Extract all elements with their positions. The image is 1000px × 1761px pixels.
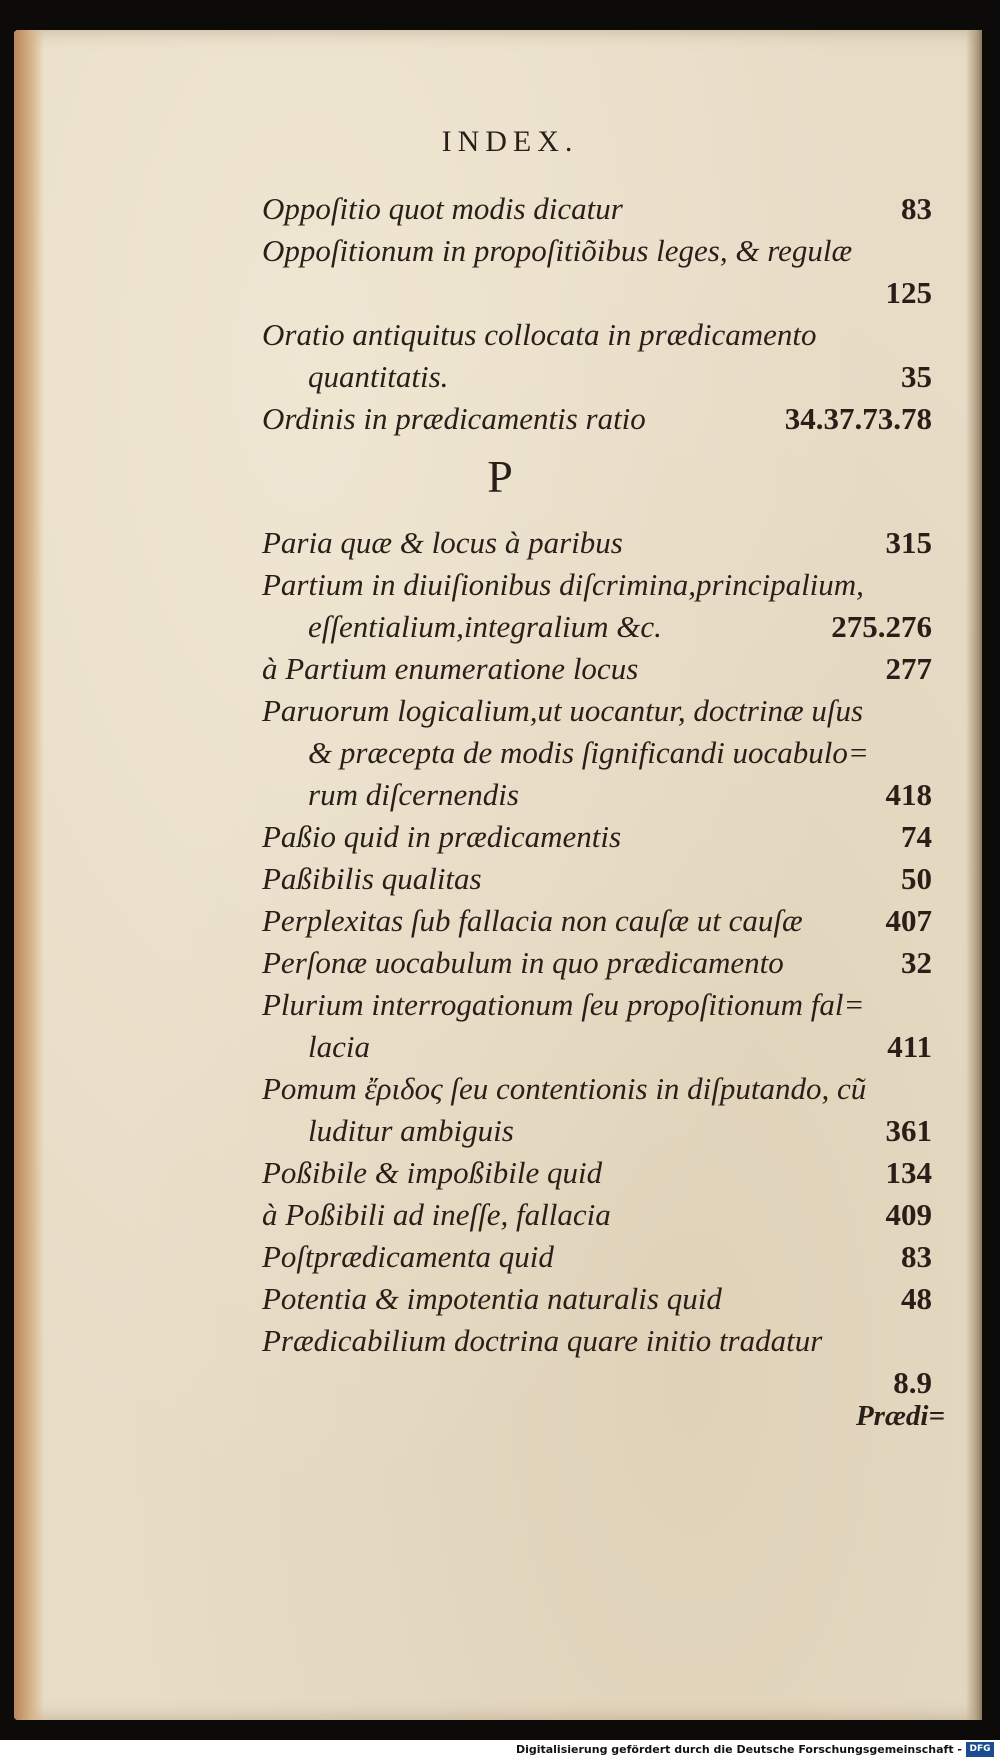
index-entry (262, 1236, 932, 1278)
entry-text: & præcepta de modis ſignificandi uocabulo= (308, 735, 869, 770)
entry-page: 411 (887, 1029, 932, 1064)
index-entry-continuation (308, 1026, 932, 1068)
entry-text: Perplexitas ſub fallacia non cauſæ ut cauſæ (262, 903, 803, 938)
entry-text: Paßibilis qualitas (262, 861, 482, 896)
entry-text: à Poßibili ad ineſſe, fallacia (262, 1197, 611, 1232)
index-entry (262, 1068, 932, 1110)
index-entry (262, 1278, 932, 1320)
index-entry-continuation (308, 774, 932, 816)
index-entry (262, 398, 932, 440)
index-entry (262, 942, 932, 984)
entry-page: 277 (885, 651, 932, 686)
index-entry-continuation (308, 1110, 932, 1152)
entry-text: à Partium enumeratione locus (262, 651, 639, 686)
entry-page: 134 (885, 1155, 932, 1190)
entry-text: Poſtprædicamenta quid (262, 1239, 554, 1274)
index-entry (262, 900, 932, 942)
index-entry (262, 188, 932, 230)
entry-page: 315 (885, 525, 932, 560)
index-entry-continuation (308, 732, 932, 774)
index-entry (262, 1320, 932, 1362)
entry-text: Prædicabilium doctrina quare initio tradatur (262, 1323, 823, 1358)
entry-page: 409 (885, 1197, 932, 1232)
section-letter: P (487, 451, 513, 502)
index-entry-continuation (308, 356, 932, 398)
index-entry (262, 1362, 932, 1404)
index-entry-continuation (308, 606, 932, 648)
index-entry (262, 230, 932, 272)
entry-page: 275.276 (831, 609, 932, 644)
running-head: INDEX. (441, 125, 579, 158)
entry-page: 74 (901, 819, 932, 854)
entry-text: eſſentialium,integralium &c. (308, 609, 662, 644)
index-entry (262, 984, 932, 1026)
entry-page: 48 (901, 1281, 932, 1316)
index-entry (262, 1194, 932, 1236)
entry-text: rum diſcernendis (308, 777, 519, 812)
index-entry (262, 858, 932, 900)
entry-page: 35 (901, 359, 932, 394)
entry-page: 125 (885, 275, 932, 310)
entry-text: Plurium interrogationum ſeu propoſitionum fal= (262, 987, 865, 1022)
entry-page: 361 (885, 1113, 932, 1148)
entry-text: Poßibile & impoßibile quid (262, 1155, 603, 1190)
entry-text: Partium in diuiſionibus diſcrimina,principalium, (262, 567, 864, 602)
entry-text: quantitatis. (308, 359, 449, 394)
index-entry (262, 522, 932, 564)
entry-page: 50 (901, 861, 932, 896)
dfg-logo-icon: DFG (966, 1742, 994, 1757)
index-entry (262, 314, 932, 356)
entry-page: 418 (885, 777, 932, 812)
catchword: Prædi= (855, 1400, 945, 1432)
digitization-note: Digitalisierung gefördert durch die Deutsche Forschungsgemeinschaft - (515, 1743, 962, 1756)
entry-text: Pomum ἔριδος ſeu contentionis in diſputando, cũ (262, 1071, 867, 1106)
index-entry (262, 564, 932, 606)
entry-page: 8.9 (893, 1365, 932, 1400)
entry-page: 407 (885, 903, 932, 938)
entry-text: luditur ambiguis (308, 1113, 514, 1148)
entry-text: Oratio antiquitus collocata in prædicamento (262, 317, 817, 352)
entry-text: Paßio quid in prædicamentis (262, 819, 622, 854)
entry-text: Paria quæ & locus à paribus (262, 525, 623, 560)
entry-page: 32 (901, 945, 932, 980)
index-entry (262, 648, 932, 690)
index-entry (262, 1152, 932, 1194)
entry-text: Perſonæ uocabulum in quo prædicamento (262, 945, 784, 980)
index-entry (262, 272, 932, 314)
entry-page: 34.37.73.78 (784, 401, 932, 436)
entry-text: lacia (308, 1029, 370, 1064)
entry-text: Potentia & impotentia naturalis quid (262, 1281, 722, 1316)
entry-page: 83 (901, 191, 932, 226)
entry-text: Ordinis in prædicamentis ratio (262, 401, 646, 436)
index-entry (262, 690, 932, 732)
entry-text: Paruorum logicalium,ut uocantur, doctrinæ uſus (262, 693, 864, 728)
entry-text: Oppoſitio quot modis dicatur (262, 191, 623, 226)
index-entry (262, 816, 932, 858)
entry-text: Oppoſitionum in propoſitiõibus leges, & regulæ (262, 233, 853, 268)
entry-page: 83 (901, 1239, 932, 1274)
